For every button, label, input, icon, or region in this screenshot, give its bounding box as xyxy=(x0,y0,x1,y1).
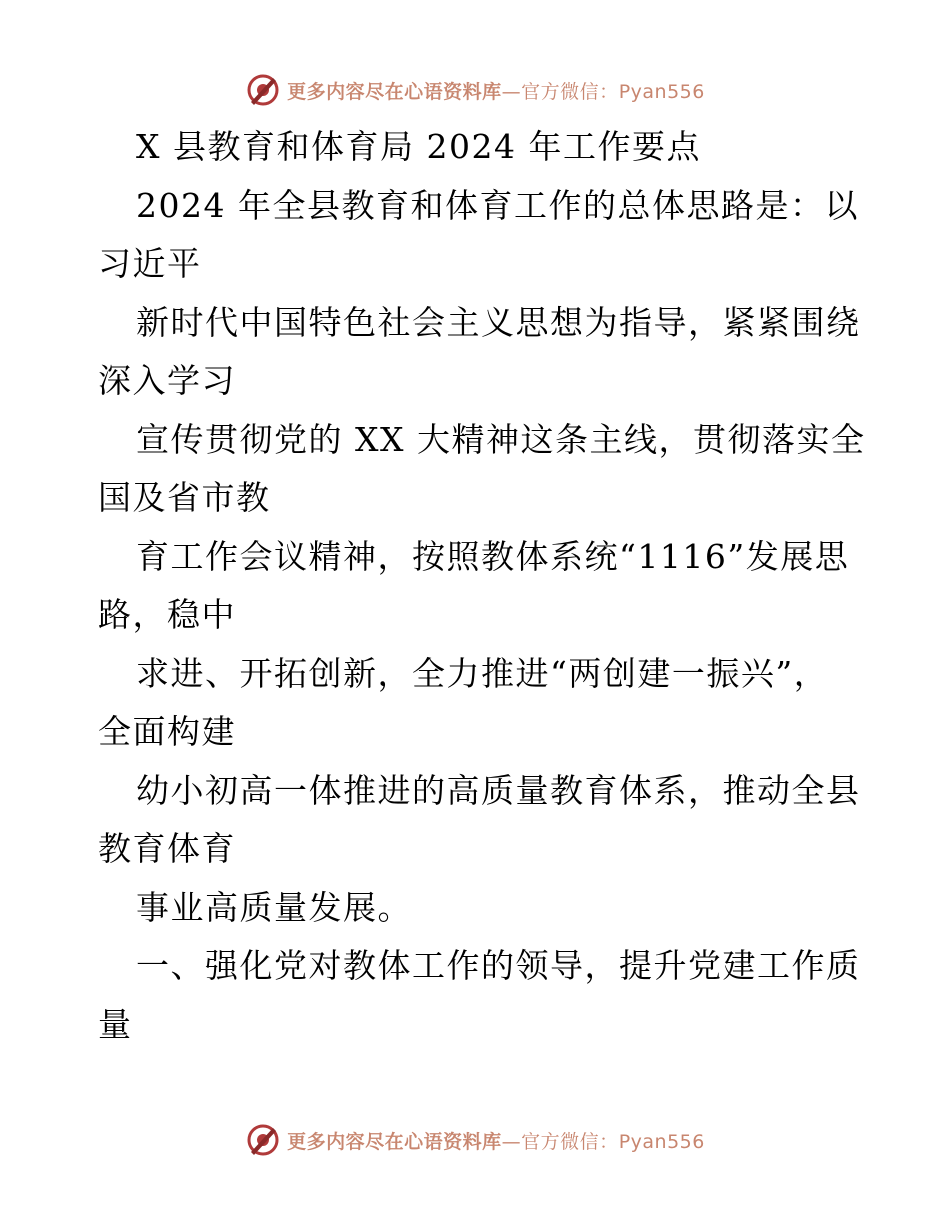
paragraph-line: 2024 年全县教育和体育工作的总体思路是：以 xyxy=(136,185,859,225)
paragraph-line: 国及省市教 xyxy=(98,478,271,517)
watermark-brand: 更多内容尽在心语资料库 xyxy=(287,1130,502,1153)
section-heading: 一、强化党对教体工作的领导，提升党建工作质 xyxy=(136,946,861,985)
watermark-separator: — xyxy=(501,80,522,103)
watermark-contact-label: 官方微信： xyxy=(521,80,619,103)
watermark-contact-id: Pyan556 xyxy=(618,80,705,103)
paragraph-line: 事业高质量发展。 xyxy=(136,887,412,927)
watermark-text xyxy=(287,1127,705,1154)
watermark-group xyxy=(245,1122,705,1158)
paragraph-line: 育工作会议精神，按照教体系统“1116”发展思 xyxy=(136,536,850,576)
paragraph-line: 深入学习 xyxy=(98,361,236,400)
watermark-contact-id: Pyan556 xyxy=(618,1130,705,1153)
header-watermark xyxy=(0,70,950,110)
watermark-brand: 更多内容尽在心语资料库 xyxy=(287,80,502,103)
paragraph-line: 求进、开拓创新，全力推进“两创建一振兴”， xyxy=(136,653,829,693)
document-title: X 县教育和体育局 2024 年工作要点 xyxy=(136,127,701,166)
watermark-group xyxy=(245,72,705,108)
paragraph-line: 宣传贯彻党的 XX 大精神这条主线，贯彻落实全 xyxy=(136,419,866,459)
paragraph-line: 幼小初高一体推进的高质量教育体系，推动全县 xyxy=(136,770,861,810)
paragraph-line: 新时代中国特色社会主义思想为指导，紧紧围绕 xyxy=(136,302,861,342)
watermark-contact-label: 官方微信： xyxy=(521,1130,619,1153)
paragraph-line: 全面构建 xyxy=(98,712,236,751)
section-heading-continued: 量 xyxy=(98,1004,133,1044)
document-body xyxy=(98,118,866,1054)
paragraph-line: 习近平 xyxy=(98,244,202,283)
pen-logo-icon xyxy=(245,1122,281,1158)
watermark-separator: — xyxy=(501,1130,522,1153)
watermark-text xyxy=(287,77,705,104)
paragraph-line: 路，稳中 xyxy=(98,595,236,634)
footer-watermark xyxy=(0,1120,950,1160)
pen-logo-icon xyxy=(245,72,281,108)
paragraph-line: 教育体育 xyxy=(98,829,236,868)
